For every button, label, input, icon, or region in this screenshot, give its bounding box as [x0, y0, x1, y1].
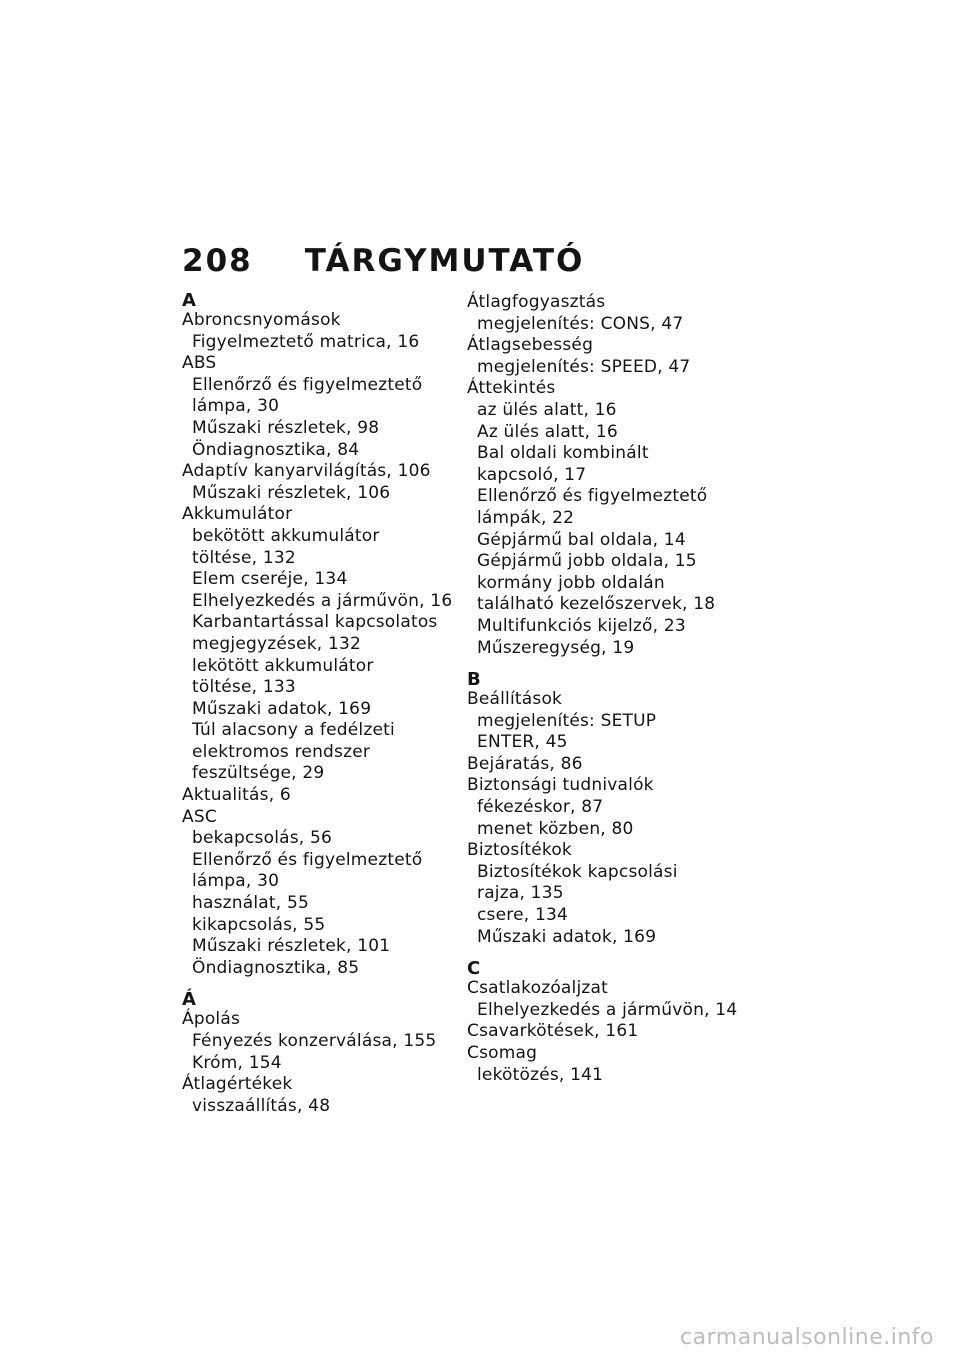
- index-subentry: kormány jobb oldalán: [477, 572, 665, 593]
- index-subentry: megjelenítés: CONS, 47: [477, 313, 684, 334]
- index-subentry: töltése, 132: [192, 547, 296, 568]
- index-subentry: visszaállítás, 48: [192, 1095, 331, 1116]
- index-subentry: ENTER, 45: [477, 732, 568, 753]
- index-subentry: használat, 55: [192, 893, 310, 914]
- index-subentry: Öndiagnosztika, 84: [192, 439, 360, 460]
- index-subentry: Króm, 154: [192, 1052, 282, 1073]
- index-subentry: Ellenőrző és figyelmeztető: [192, 374, 423, 395]
- index-subentry: Műszaki adatok, 169: [192, 698, 372, 719]
- index-subentry: fékezéskor, 87: [477, 797, 604, 818]
- index-subentry: Műszeregység, 19: [477, 637, 635, 658]
- index-subentry: rajza, 135: [477, 883, 564, 904]
- index-subentry: lekötött akkumulátor: [192, 655, 374, 676]
- index-subentry: Az ülés alatt, 16: [477, 421, 618, 442]
- index-term: Akkumulátor: [182, 504, 293, 525]
- index-term: Aktualitás, 6: [182, 785, 291, 806]
- index-term: Abroncsnyomások: [182, 310, 341, 330]
- index-subentry: megjelenítés: SPEED, 47: [477, 356, 691, 377]
- page-title: TÁRGYMUTATÓ: [304, 243, 585, 279]
- index-subentry: lámpa, 30: [192, 871, 280, 892]
- index-term: Adaptív kanyarvilágítás, 106: [182, 461, 431, 482]
- index-subentry: Ellenőrző és figyelmeztető: [477, 486, 708, 507]
- index-term: Ápolás: [182, 1009, 241, 1030]
- index-subentry: Műszaki részletek, 106: [192, 482, 391, 503]
- index-subentry: Elhelyezkedés a járművön, 14: [477, 999, 738, 1020]
- index-subentry: Figyelmeztető matrica, 16: [192, 331, 420, 352]
- index-subentry: megjelenítés: SETUP: [477, 710, 657, 731]
- index-subentry: Gépjármű jobb oldala, 15: [477, 551, 697, 572]
- index-term: Átlagsebesség: [467, 335, 594, 356]
- index-term: Csavarkötések, 161: [467, 1021, 639, 1042]
- index-subentry: Biztosítékok kapcsolási: [477, 861, 678, 882]
- index-term: Biztosítékok: [467, 840, 572, 861]
- index-term: Beállítások: [467, 689, 563, 710]
- index-subentry: az ülés alatt, 16: [477, 399, 617, 420]
- index-term: ASC: [182, 806, 217, 827]
- watermark-text: carmanualsonline.info: [680, 1325, 934, 1350]
- index-letter-heading: C: [467, 958, 481, 980]
- index-subentry: Multifunkciós kijelző, 23: [477, 615, 686, 636]
- index-letter-heading: Á: [182, 989, 196, 1011]
- index-subentry: bekapcsolás, 56: [192, 828, 333, 849]
- index-subentry: Elhelyezkedés a járművön, 16: [192, 590, 453, 611]
- index-subentry: elektromos rendszer: [192, 741, 371, 762]
- index-subentry: kapcsoló, 17: [477, 464, 587, 485]
- index-subentry: feszültsége, 29: [192, 763, 325, 784]
- index-term: Átlagfogyasztás: [467, 292, 606, 312]
- index-subentry: Fényezés konzerválása, 155: [192, 1031, 437, 1051]
- index-subentry: Műszaki részletek, 98: [192, 417, 380, 438]
- index-subentry: található kezelőszervek, 18: [477, 594, 716, 615]
- index-subentry: menet közben, 80: [477, 818, 634, 839]
- index-subentry: bekötött akkumulátor: [192, 525, 380, 546]
- index-subentry: lámpa, 30: [192, 396, 280, 417]
- index-subentry: csere, 134: [477, 905, 568, 926]
- index-subentry: kikapcsolás, 55: [192, 914, 326, 935]
- index-term: Csatlakozóaljzat: [467, 978, 608, 999]
- index-subentry: Műszaki adatok, 169: [477, 926, 657, 947]
- index-subentry: Bal oldali kombinált: [477, 443, 649, 464]
- index-subentry: Gépjármű bal oldala, 14: [477, 529, 686, 550]
- index-subentry: Karbantartással kapcsolatos: [192, 612, 438, 633]
- index-letter-heading: B: [467, 669, 481, 691]
- index-subentry: Túl alacsony a fedélzeti: [192, 720, 395, 741]
- index-column-right: [467, 292, 767, 1086]
- index-subentry: lekötözés, 141: [477, 1064, 604, 1085]
- index-subentry: megjegyzések, 132: [192, 633, 362, 654]
- page-number: 208: [182, 243, 253, 279]
- index-subentry: Elem cseréje, 134: [192, 569, 348, 590]
- index-term: Átlagértékek: [182, 1074, 293, 1095]
- index-term: Áttekintés: [467, 378, 556, 399]
- index-term: ABS: [182, 353, 217, 374]
- index-subentry: Ellenőrző és figyelmeztető: [192, 849, 423, 870]
- page-header: [182, 243, 584, 279]
- index-column-left: [182, 292, 472, 1117]
- index-letter-heading: A: [182, 290, 196, 311]
- index-term: Bejáratás, 86: [467, 753, 583, 774]
- index-subentry: Öndiagnosztika, 85: [192, 957, 360, 978]
- index-subentry: lámpák, 22: [477, 507, 575, 528]
- index-subentry: töltése, 133: [192, 677, 296, 698]
- index-subentry: Műszaki részletek, 101: [192, 936, 391, 957]
- index-term: Biztonsági tudnivalók: [467, 775, 654, 796]
- index-term: Csomag: [467, 1043, 538, 1063]
